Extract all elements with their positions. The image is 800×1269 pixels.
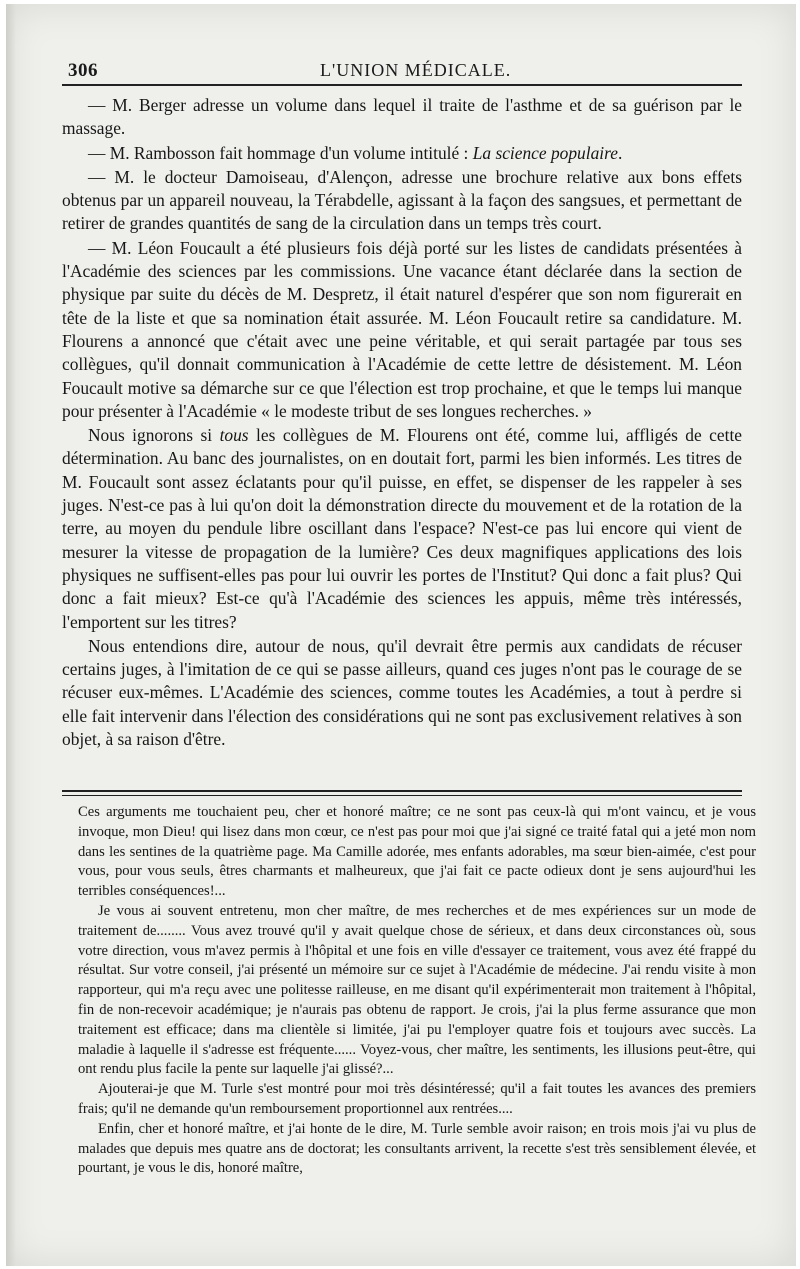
feuilleton-paragraph-1: Ces arguments me touchaient peu, cher et honoré maître; ce ne sont pas ceux-là qui m'ont vaincu, et je vous invoque, mon Dieu! qui lisez dans mon cœur, ce n'est pas pour moi que j'ai signé ce traité fatal qui a jeté mon nom dans les sentines de la quatrième page. Ma Camille adorée, mes enfants adorables, ma sœur bien-aimée, c'est pour vous, pour vous seuls, êtres charmants et malheureux, que j'ai fait ce pacte odieux dont je sens aujourd'hui les terribles conséquences!... [78,804,756,900]
paragraph-candidates: Nous entendions dire, autour de nous, qu'il devrait être permis aux candidats de récuser certains juges, à l'imitation de ce qui se passe ailleurs, quand ces juges n'ont pas le courage de se récuser eux-mêmes. L'Académie des sciences, comme toutes les Académies, a tout à perdre si elle fait intervenir dans l'élection des considérations qui ne sont pas exclusivement relatives à son objet, à sa raison d'être. [62,635,742,750]
feuilleton-paragraph-3: Ajouterai-je que M. Turle s'est montré pour moi très désintéressé; qu'il a fait toutes les avances des premiers frais; qu'il ne demande qu'un remboursement proportionnel aux rentrées.... [78,1081,756,1117]
paragraph-rambosson-text: — M. Rambosson fait hommage d'un volume intitulé : [88,142,473,163]
feuilleton-paragraph-4: Enfin, cher et honoré maître, et j'ai honte de le dire, M. Turle semble avoir raison; en trois mois j'ai vu plus de malades que depuis mes quatre ans de doctorat; les consultants arrivent, la recette s'est très sensiblement élevée, et pourtant, je vous le dis, honoré maître, [78,1120,756,1177]
main-article [62,94,742,752]
paragraph-foucault: — M. Léon Foucault a été plusieurs fois déjà porté sur les listes de candidats présentées à l'Académie des sciences par les commissions. Une vacance étant déclarée dans la section de physique par suite du décès de M. Despretz, il était naturel d'espérer que son nom figurerait en tête de la liste et que sa nomination était assurée. M. Léon Foucault retire sa candidature. M. Flourens a annoncé que c'était avec une peine véritable, et qui serait partagée par tous ses collègues, qu'il donnait communication à l'Académie de cette lettre de désistement. M. Léon Foucault motive sa démarche sur ce que l'élection est trop prochaine, et que le temps lui manque pour présenter à l'Académie « le modeste tribut de ses longues recherches. » [62,237,742,421]
feuilleton-paragraph-2: Je vous ai souvent entretenu, mon cher maître, de mes recherches et de mes expériences sur un mode de traitement de........ Vous avez trouvé qu'il y avait quelque chose de sérieux, et dans deux circonstances où, sous votre direction, vous m'avez permis à l'hôpital et une fois en ville d'essayer ce traitement, vous avez été frappé du résultat. Sur votre conseil, j'ai présenté un mémoire sur ce sujet à l'Académie de médecine. J'ai rendu visite à mon rapporteur, qui m'a reçu avec une politesse railleuse, en me disant qu'il expérimenterait mon traitement à l'hôpital, fin de non-recevoir académique; je n'aurais pas obtenu de rapport. Je crois, j'ai la plus ferme assurance que mon traitement est efficace; dans ma clientèle si limitée, j'ai pu l'employer quatre fois et toujours avec succès. La maladie à laquelle il s'adresse est fréquente...... Voyez-vous, cher maître, les sentiments, les illusions peut-être, qui ont rendu plus facile la pente sur laquelle j'ai glissé?... [78,902,756,1078]
paragraph-rambosson [62,142,742,165]
header-rule [62,84,742,86]
emphasis-tous: tous [219,425,249,446]
paragraph-berger: — M. Berger adresse un volume dans lequel il traite de l'asthme et de sa guérison par le massage. [62,95,742,139]
page-header [68,60,748,84]
feuilleton-divider [62,790,742,796]
running-title: L'UNION MÉDICALE. [320,60,512,80]
feuilleton-text [78,803,756,1179]
paragraph-colleagues-rest: les collègues de M. Flourens ont été, comme lui, affligés de cette détermination. Au banc des journalistes, on en doutait fort, parmi les bien informés. Les titres de M. Foucault sont assez éclatants pour qu'il puisse, en effet, se dispenser de les rappeler à ses juges. N'est-ce pas à lui qu'on doit la démonstration directe du mouvement et de la rotation de la terre, au moyen du pendule libre oscillant dans l'espace? N'est-ce pas lui encore qui vient de mesurer la vitesse de propagation de la lumière? Ces deux magnifiques applications des lois physiques ne suffisent-elles pas pour lui ouvrir les portes de l'Institut? Qui donc a fait plus? Qui donc a fait mieux? Est-ce qu'à l'Académie des sciences les appuis, même très intéressés, l'emportent sur les titres? [62,425,742,632]
page-number: 306 [68,60,98,81]
paragraph-rambosson-end: . [617,142,623,163]
paragraph-colleagues-start: Nous ignorons si [88,425,220,446]
paragraph-colleagues [62,424,742,634]
book-title: La science populaire [472,142,618,163]
paragraph-damoiseau: — M. le docteur Damoiseau, d'Alençon, adresse une brochure relative aux bons effets obtenus par un appareil nouveau, la Térabdelle, agissant à la façon des sangsues, et permettant de retirer de grandes quantités de sang de la circulation dans un temps très court. [62,166,742,234]
